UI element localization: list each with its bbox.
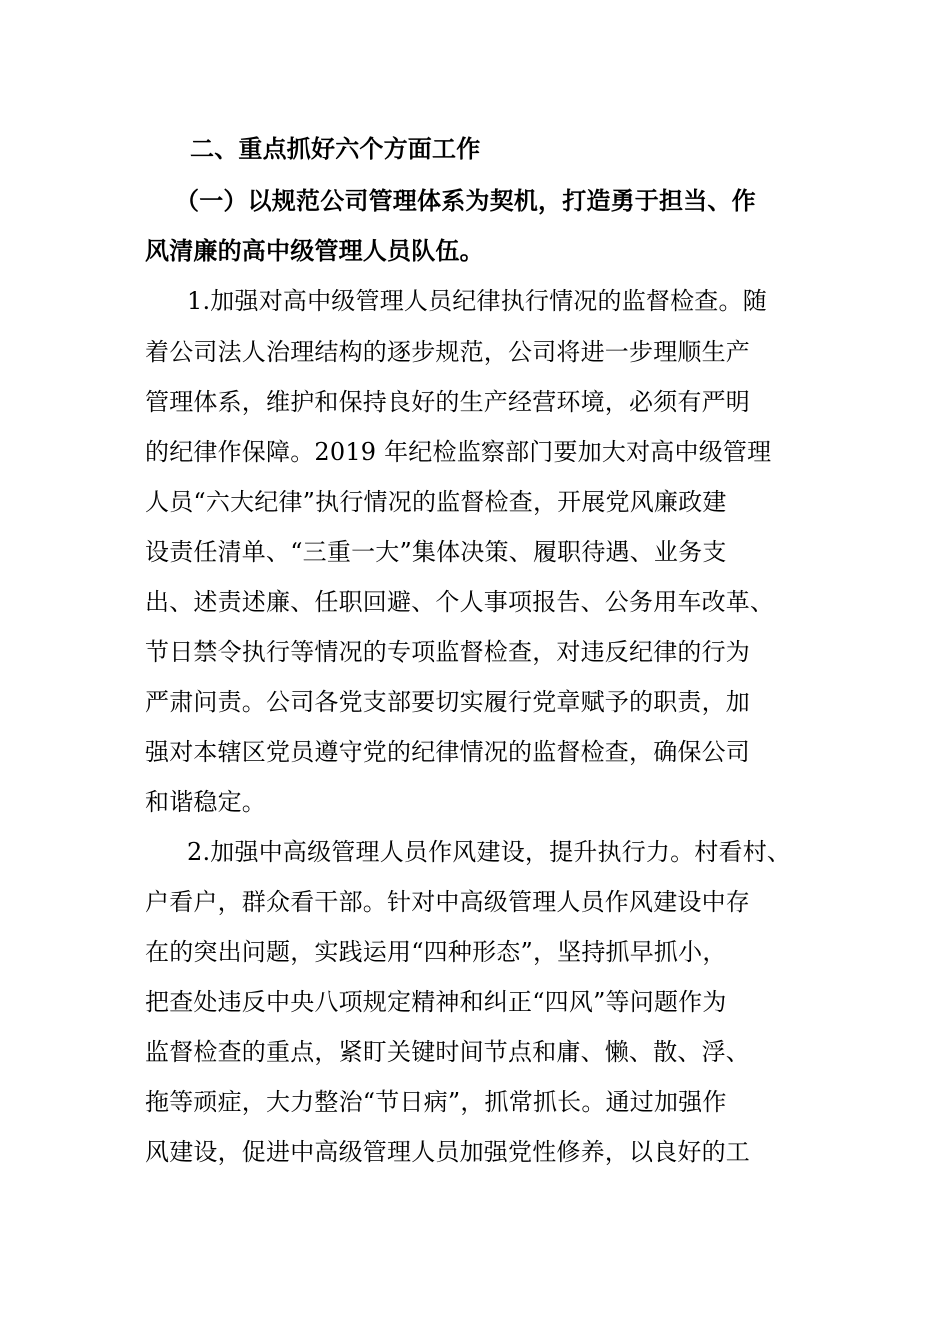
paragraph-1-line: 强对本辖区党员遵守党的纪律情况的监督检查，确保公司	[145, 738, 750, 766]
paragraph-2-line: 风建设，促进中高级管理人员加强党性修养，以良好的工	[145, 1138, 750, 1166]
paragraph-1-line: 的纪律作保障。2019 年纪检监察部门要加大对高中级管理	[145, 438, 772, 466]
paragraph-1-line: 1.加强对高中级管理人员纪律执行情况的监督检查。随	[187, 287, 767, 315]
paragraph-1-line: 人员“六大纪律”执行情况的监督检查，开展党风廉政建	[145, 488, 727, 516]
subheading-line-1: （一）以规范公司管理体系为契机，打造勇于担当、作	[175, 187, 756, 215]
paragraph-1-line: 和谐稳定。	[145, 788, 266, 816]
paragraph-1-line: 着公司法人治理结构的逐步规范，公司将进一步理顺生产	[145, 338, 750, 366]
paragraph-2-line: 在的突出问题，实践运用“四种形态”，坚持抓早抓小，	[145, 938, 727, 966]
paragraph-1-line: 节日禁令执行等情况的专项监督检查，对违反纪律的行为	[145, 638, 750, 666]
section-heading: 二、重点抓好六个方面工作	[190, 135, 481, 163]
paragraph-2-line: 户看户，群众看干部。针对中高级管理人员作风建设中存	[145, 888, 750, 916]
paragraph-1-line: 管理体系，维护和保持良好的生产经营环境，必须有严明	[145, 388, 750, 416]
paragraph-2-line: 监督检查的重点，紧盯关键时间节点和庸、懒、散、浮、	[145, 1038, 750, 1066]
subheading-line-2: 风清廉的高中级管理人员队伍。	[145, 237, 484, 265]
paragraph-1-line: 出、述责述廉、任职回避、个人事项报告、公务用车改革、	[145, 588, 775, 616]
paragraph-1-line: 严肃问责。公司各党支部要切实履行党章赋予的职责，加	[145, 688, 750, 716]
paragraph-2-line: 把查处违反中央八项规定精神和纠正“四风”等问题作为	[145, 988, 727, 1016]
paragraph-2-line: 拖等顽症，大力整治“节日病”，抓常抓长。通过加强作	[145, 1088, 727, 1116]
paragraph-2-line: 2.加强中高级管理人员作风建设，提升执行力。村看村、	[187, 838, 792, 866]
paragraph-1-line: 设责任清单、“三重一大”集体决策、履职待遇、业务支	[145, 538, 727, 566]
